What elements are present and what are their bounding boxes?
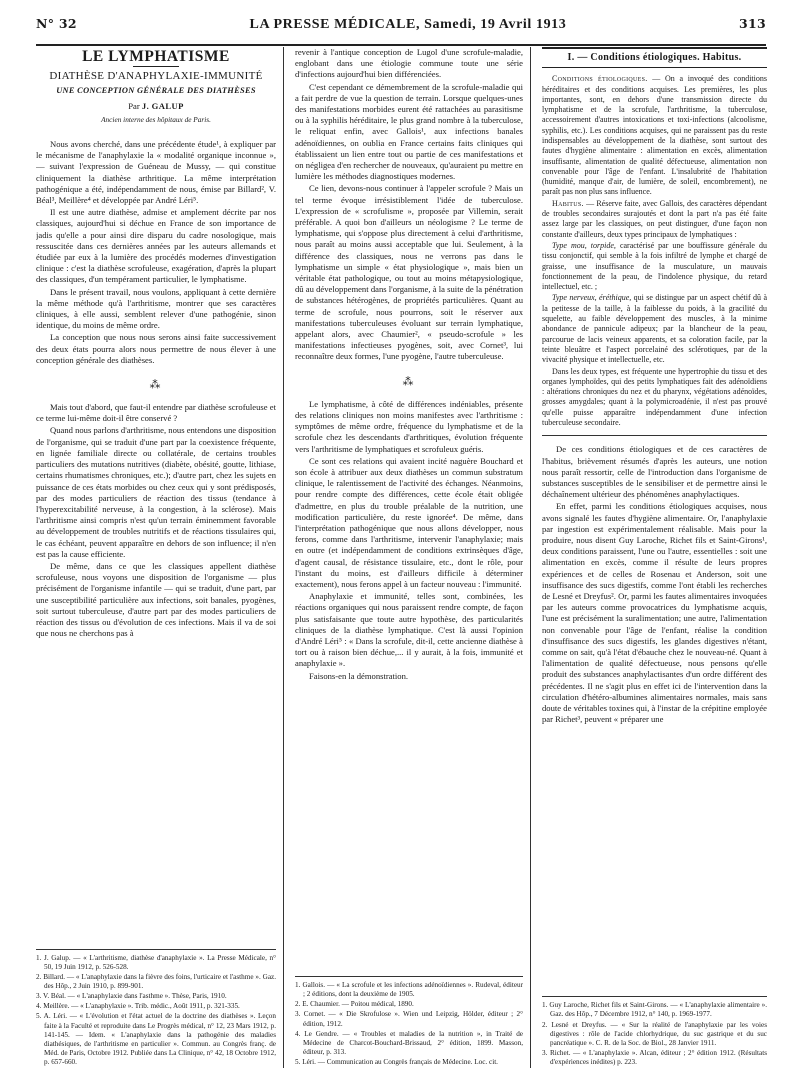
paragraph: Ce sont ces relations qui avaient incité naguère Bouchard et son école à attribuer aux deux diathèses un commun substratum clinique, le ralentissement de l'activité des échanges. Néanmoins, pour rendre compte des différences, cette école était obligée d'admettre, en plus du trouble préalable de la nutrition, une modification particulière, du reste ignorée⁴. De même, dans l'interprétation pathogénique que nous allons développer, nous ferons, comme dans l'arthritisme, intervenir l'anaphylaxie; mais en outre (et indépendamment de conditions extrinsèques d'âge, d'agent causal, de résistance tissulaire, etc., dont le rôle, pour l'instant du moins, est d'ailleurs difficile à déterminer exactement), nous ferons appel à un facteur nouveau : l'immunité. [295, 455, 523, 589]
etiology-paragraph [542, 74, 767, 198]
paragraph: Dans le présent travail, nous voulons, appliquant à cette dernière la même méthode qu'à l'arthritisme, montrer que ses caractères cliniques, à elle aussi, semblent relever d'une pathogénie, sinon identique, du moins de même ordre. [36, 286, 276, 331]
paragraph: En effet, parmi les conditions étiologiques acquises, nous avons signalé les fautes d'hygiène alimentaire. Or, l'anaphylaxie par ingestion est expérimentalement réalisable. Mais pour la produire, nous disent Guy Laroche, Richet fils et Saint-Girons¹, deux conditions paraissent, l'une ou l'autre, essentielles : soit une alimentation en excès, comme il résulte de leurs propres expériences et de celles de Rosenau et Anderson, soit une insuffisance des sucs digestifs, comme l'ont établi les recherches de Lesné et Dreyfus². Or, parmi les fautes alimentaires invoquées par les auteurs comme provocatrices du lymphatisme acquis, l'une est précisément la suralimentation; une autre, l'alimentation non convenable pour l'âge de l'enfant, réalise la condition d'insuffisance des sucs digestifs, les glandes digestives n'étant, comme on sait, qu'à l'état d'ébauche chez le nouveau-né. Quant à l'alimentation de qualité défectueuse, nous pensons qu'elle produit des substances anaphylactisantes d'un ordre différent des précédentes. Il ne s'agit plus en effet ici de l'intervention dans la circulation d'hétéro-albumines alimentaires normales, mais sans doute de véritables toxines qui, à l'instar de la crépitine employée par Richet³, peuvent « préparer une [542, 501, 767, 725]
etiology-text: — On a invoqué des conditions héréditaires et des conditions acquises. Les premières, les plus importantes, sont, en dehors d'une transmission directe du lymphatisme et de la scrofule, l'arthritisme, la tuberculose, accessoirement d'autres intoxications et toxi-infections (alcoolisme, syphilis, etc.). Les conditions acquises, qui ne paraissent pas du reste indispensables au développement de la diathèse, sont surtout des fautes d'hygiène alimentaire : alimentation en excès, alimentation insuffisante, alimentation de qualité défectueuse, alimentation non convenable pour l'âge de l'enfant. L'insalubrité de l'habitation (humidité, manque d'air, de lumière, de soleil, encombrement), ne paraît pas non plus sans influence. [542, 74, 767, 197]
footnotes [295, 976, 523, 1068]
type-1-name: Type mou, torpide, [552, 240, 616, 250]
footnote: 1. Guy Laroche, Richet fils et Saint-Girons. — « L'anaphylaxie alimentaire ». Gaz. des Hôp., 7 Décembre 1912, n° 140, p. 1969-1977. [542, 1001, 767, 1019]
paragraph: Nous avons cherché, dans une précédente étude¹, à expliquer par le mécanisme de l'anaphylaxie la « modalité organique inconnue », — suivant l'expression de Guéneau de Mussy, — qui constitue cliniquement la diathèse arthritique. La même interprétation pathogénique a été, indépendamment de nous, émise par Billard², V. Béal³, Meillère⁴ et développée par André Léri⁵. [36, 139, 276, 206]
type-2-paragraph [542, 293, 767, 365]
running-head [36, 16, 766, 34]
article-subtitle-2: UNE CONCEPTION GÉNÉRALE DES DIATHÈSES [56, 86, 256, 96]
header-rule [36, 44, 766, 46]
footnote: 3. Cornet. — « Die Skrofulose ». Wien und Leipzig, Hölder, éditeur ; 2° édition, 1912. [295, 1010, 523, 1028]
paragraph: De ces conditions étiologiques et de ces caractères de l'habitus, brièvement résumés d'après les auteurs, une notion nous paraît ressortir, celle de l'introduction dans l'organisme de substances susceptibles de le sensibiliser et de permettre ainsi le déchaînement ultérieur des phénomènes anaphylactiques. [542, 444, 767, 500]
separator-rule [542, 435, 767, 436]
types-note: Dans les deux types, est fréquente une hypertrophie du tissu et des organes lymphoïdes, qui des petits lymphatiques fait des adénoïdiens : altérations chroniques du nez et du pharynx, végétations adénoïdes, grosses amygdales; quant à la polymicroadénie, il n'est pas prouvé qu'elle puisse apparaître indépendamment d'une infection tuberculeuse secondaire. [542, 366, 767, 427]
footnote: 2. E. Chaumier. — Poitou médical, 1890. [295, 1000, 414, 1009]
issue-number: N° 32 [36, 16, 77, 31]
type-1-paragraph [542, 241, 767, 292]
column-3 [542, 47, 767, 1068]
section-heading: I. — Conditions étiologiques. Habitus. [542, 47, 767, 68]
etiology-lead: Conditions étiologiques. [552, 74, 648, 84]
paragraph: Faisons-en la démonstration. [309, 670, 409, 681]
title-rule [133, 66, 179, 67]
habitus-text: — Réserve faite, avec Gallois, des caractères dépendant de troubles secondaires surajoutés et dont la part n'a pas été faite assez large par les classiques, on peut distinguer, d'une façon non constante d'ailleurs, deux types principaux de lymphatiques : [542, 198, 767, 239]
footnote: 3. Richet. — « L'anaphylaxie ». Alcan, éditeur ; 2° édition 1912. (Résultats d'expériences inédites) p. 223. [542, 1048, 767, 1066]
byline [36, 101, 276, 112]
etiology-block [542, 74, 767, 428]
footnote: 4. Meillère. — « L'anaphylaxie ». Trib. médic., Août 1911, p. 321-335. [36, 1002, 240, 1011]
byline-prefix: Par [128, 100, 140, 111]
article-subtitle: DIATHÈSE D'ANAPHYLAXIE-IMMUNITÉ [49, 70, 263, 83]
paragraph: Anaphylaxie et immunité, telles sont, combinées, les réactions organiques qui nous paraissent rendre compte, de façon plus satisfaisante que toute autre hypothèse, des particularités cliniques de la diathèse lymphatique. C'est là aussi l'opinion d'André Léri⁵ : « Dans la scrofule, dit-il, cette ancienne diathèse à tort ou à raison bien déchue,... il y aurait, à la fois, immunité et anaphylaxie ». [295, 591, 523, 669]
article-title: LE LYMPHATISME [82, 48, 230, 65]
paragraph: Ce lien, devons-nous continuer à l'appeler scrofule ? Mais un tel terme évoque irrésistiblement l'idée de tuberculose. L'expression de « scrofulisme », proposée par Villemin, serait préférable. A quoi bon d'ailleurs un néologisme ? Le terme de lymphatisme, qui s'oppose plus directement à celui d'arthritisme, nous paraît au moins aussi acceptable que lui. Seulement, à la différence des classiques, nous ne verrons pas dans le lymphatisme un simple « état physiologique », mais bien un véritable état pathologique, ou tout au moins métapysiologique, dû au développement dans l'organisme, à la suite de la pénétration de substances hétérogènes, de propriétés particulières. Quant au terme de scrofule, nous pourrons, soit le réserver aux manifestations tuberculeuses évoluant sur terrain lymphatique, appelant alors, avec Chaumier², « pseudo-scrofule » les manifestations infectieuses pyogènes, soit, avec Cornet³, lui reconnaître deux formes, l'une pyogène, l'autre tuberculeuse. [295, 183, 523, 362]
footnote: 1. Gallois. — « La scrofule et les infections adénoïdiennes ». Rudeval, éditeur ; 2 éditions, dont la deuxième de 1905. [295, 981, 523, 999]
paragraph: De même, dans ce que les classiques appellent diathèse scrofuleuse, nous voyons une disposition de l'organisme — plus précisément de l'organisme infantile — qui se traduit, d'une part, par une susceptibilité particulière aux infections, soit banales, pyogènes, soit surtout tuberculeuse, d'autre part par des modes particuliers de réaction des tissus ou d'évolution de ces infections. Mais il va de soi que nous ne cherchons pas à [36, 560, 276, 639]
type-2-text: qui se distingue par un aspect chétif dû à la petitesse de la taille, à la faiblesse du poids, à la gracilité du squelette, au faible développement des muscles, à la minime abondance de pannicule adipeux; par la blancheur de la peau, parcourue de lacis veineux apparents, et sa coloration facile, par la teinte bleuâtre et l'aspect porcelainé des sclérotiques, par de la vivacité physique et intellectuelle, etc. [542, 293, 767, 365]
footnote: 1. J. Galup. — « L'arthritisme, diathèse d'anaphylaxie ». La Presse Médicale, n° 50, 19 Juin 1912, p. 526-528. [36, 953, 276, 971]
footnote: 5. Léri. — Communication au Congrès français de Médecine. Loc. cit. [295, 1057, 498, 1066]
paragraph: C'est cependant ce démembrement de la scrofule-maladie qui a fait perdre de vue la question de terrain. Lorsque quelques-unes des manifestations morbides eurent été rattachées au parasitisme ou à la syphilis héréditaire, le plus grand nombre à la tuberculose, le reliquat enfin, avec Gallois¹, aux infections banales adénoïdiennes, on oublia en France certains faits cliniques qui établissaient un lien entre tout ou partie de ces manifestations et on négligea d'en rechercher de nouveaux, qu'auraient pu mettre en lumière les méthodes diagnostiques modernes. [295, 81, 523, 182]
habitus-lead: Habitus. [552, 198, 584, 208]
author-name: J. GALUP [141, 100, 184, 111]
habitus-paragraph [542, 199, 767, 240]
column-2 [295, 47, 531, 1068]
journal-title: LA PRESSE MÉDICALE, Samedi, 19 Avril 1913 [249, 17, 567, 32]
author-affiliation: Ancien interne des hôpitaux de Paris. [101, 114, 211, 124]
paragraph: Quand nous parlons d'arthritisme, nous entendons une disposition de l'organisme, qui se traduit d'une part par la coexistence fréquente, en lignée familiale directe ou collatérale, de certains troubles particuliers des mutations nutritives (diabète, obésité, goutte, lithiase, certains rhumatismes chroniques, etc.); d'autre part, chez les sujets en puissance de ces états morbides ou chez ceux qui y sont prédisposés, par des modes particuliers de réaction des tissus (tendance à l'hyperexcitabilité nerveuse, à la congestion, à la sclérose). Mais l'arthritisme ainsi compris n'est qu'un terrain éminemment favorable au développement de troubles nutritifs et de réactions tissulaires qui, le cas échéant, peuvent apparaître en dehors de son influence; il n'en est pas la cause efficiente. [36, 425, 276, 559]
paragraph: Mais tout d'abord, que faut-il entendre par diathèse scrofuleuse et ce terme lui-même doit-il être conservé ? [36, 402, 276, 424]
footnotes [36, 949, 276, 1068]
type-2-name: Type nerveux, éréthique, [552, 293, 632, 303]
asterism-divider: ⁂ [149, 379, 163, 392]
article-columns [36, 47, 766, 1068]
page-number: 313 [738, 16, 766, 31]
asterism-divider: ⁂ [402, 375, 416, 388]
footnote: 5. A. Léri. — « L'évolution et l'état actuel de la doctrine des diathèses ». Leçon faite à la Faculté et reproduite dans Le Progrès médical, n° 12, 23 Mars 1912, p. 141-145. — Idem. « L'anaphylaxie dans la pathogénie des maladies diathésiques, de l'arthritisme en particulier ». Commun. au Congrès franç. de Méd. de Paris, Octobre 1912. Publiée dans La Clinique, n° 42, 18 Octobre 1912, p. 657-660. [36, 1012, 276, 1066]
footnote: 3. V. Béal. — « L'anaphylaxie dans l'asthme ». Thèse, Paris, 1910. [36, 992, 227, 1001]
paragraph: La conception que nous nous serons ainsi faite successivement des deux états pourra alors nous permettre de nous élever à une conception générale des diathèses. [36, 332, 276, 365]
paragraph: revenir à l'antique conception de Lugol d'une scrofule-maladie, englobant dans une étiologie commune toute une série d'infections aujourd'hui bien différenciées. [295, 47, 523, 80]
paragraph: Le lymphatisme, à côté de différences indéniables, présente des relations cliniques non moins manifestes avec l'arthritisme : symptômes de même ordre, fréquence du lymphatisme et de la scrofule chez les descendants d'arthritiques, évolution fréquente vers l'arthritisme de lymphatiques et scrofuleux guéris. [295, 398, 523, 454]
footnote: 2. Billard. — « L'anaphylaxie dans la fièvre des foins, l'urticaire et l'asthme ». Gaz. des Hôp., 2 Juin 1910, p. 899-901. [36, 973, 276, 991]
footnotes [542, 996, 767, 1068]
footnote: 4. Le Gendre. — « Troubles et maladies de la nutrition », in Traité de Médecine de Charcot-Bouchard-Brissaud, 2° édition, 1899. Masson, éditeur, p. 313. [295, 1029, 523, 1056]
footnote: 2. Lesné et Dreyfus. — « Sur la réalité de l'anaphylaxie par les voies digestives : rôle de l'acide chlorhydrique, du suc gastrique et du suc pancréatique ». C. R. de la Soc. de Biol., 28 Janvier 1911. [542, 1020, 767, 1047]
column-1 [36, 47, 284, 1068]
paragraph: Il est une autre diathèse, admise et amplement décrite par nos classiques, aujourd'hui si déchue en France de son importance de jadis qu'elle a pour ainsi dire disparu du cadre nosologique, mais ressuscitée dans ces dernières années par les auteurs allemands et étudiée par eux à la lumière des procédés modernes d'investigation clinique : c'est la diathèse scrofuleuse, exagération, d'après la plupart des classiques, d'un tempérament particulier, le lymphatisme. [36, 207, 276, 285]
type-1-text: caractérisé par une bouffissure générale du tissu conjonctif, qui semble à la fois infiltré de lymphe et chargé de graisse, une insuffisance de la musculature, un mauvais fonctionnement de la peau, de l'indolence physique, du retard intellectuel, etc. ; [542, 240, 767, 292]
